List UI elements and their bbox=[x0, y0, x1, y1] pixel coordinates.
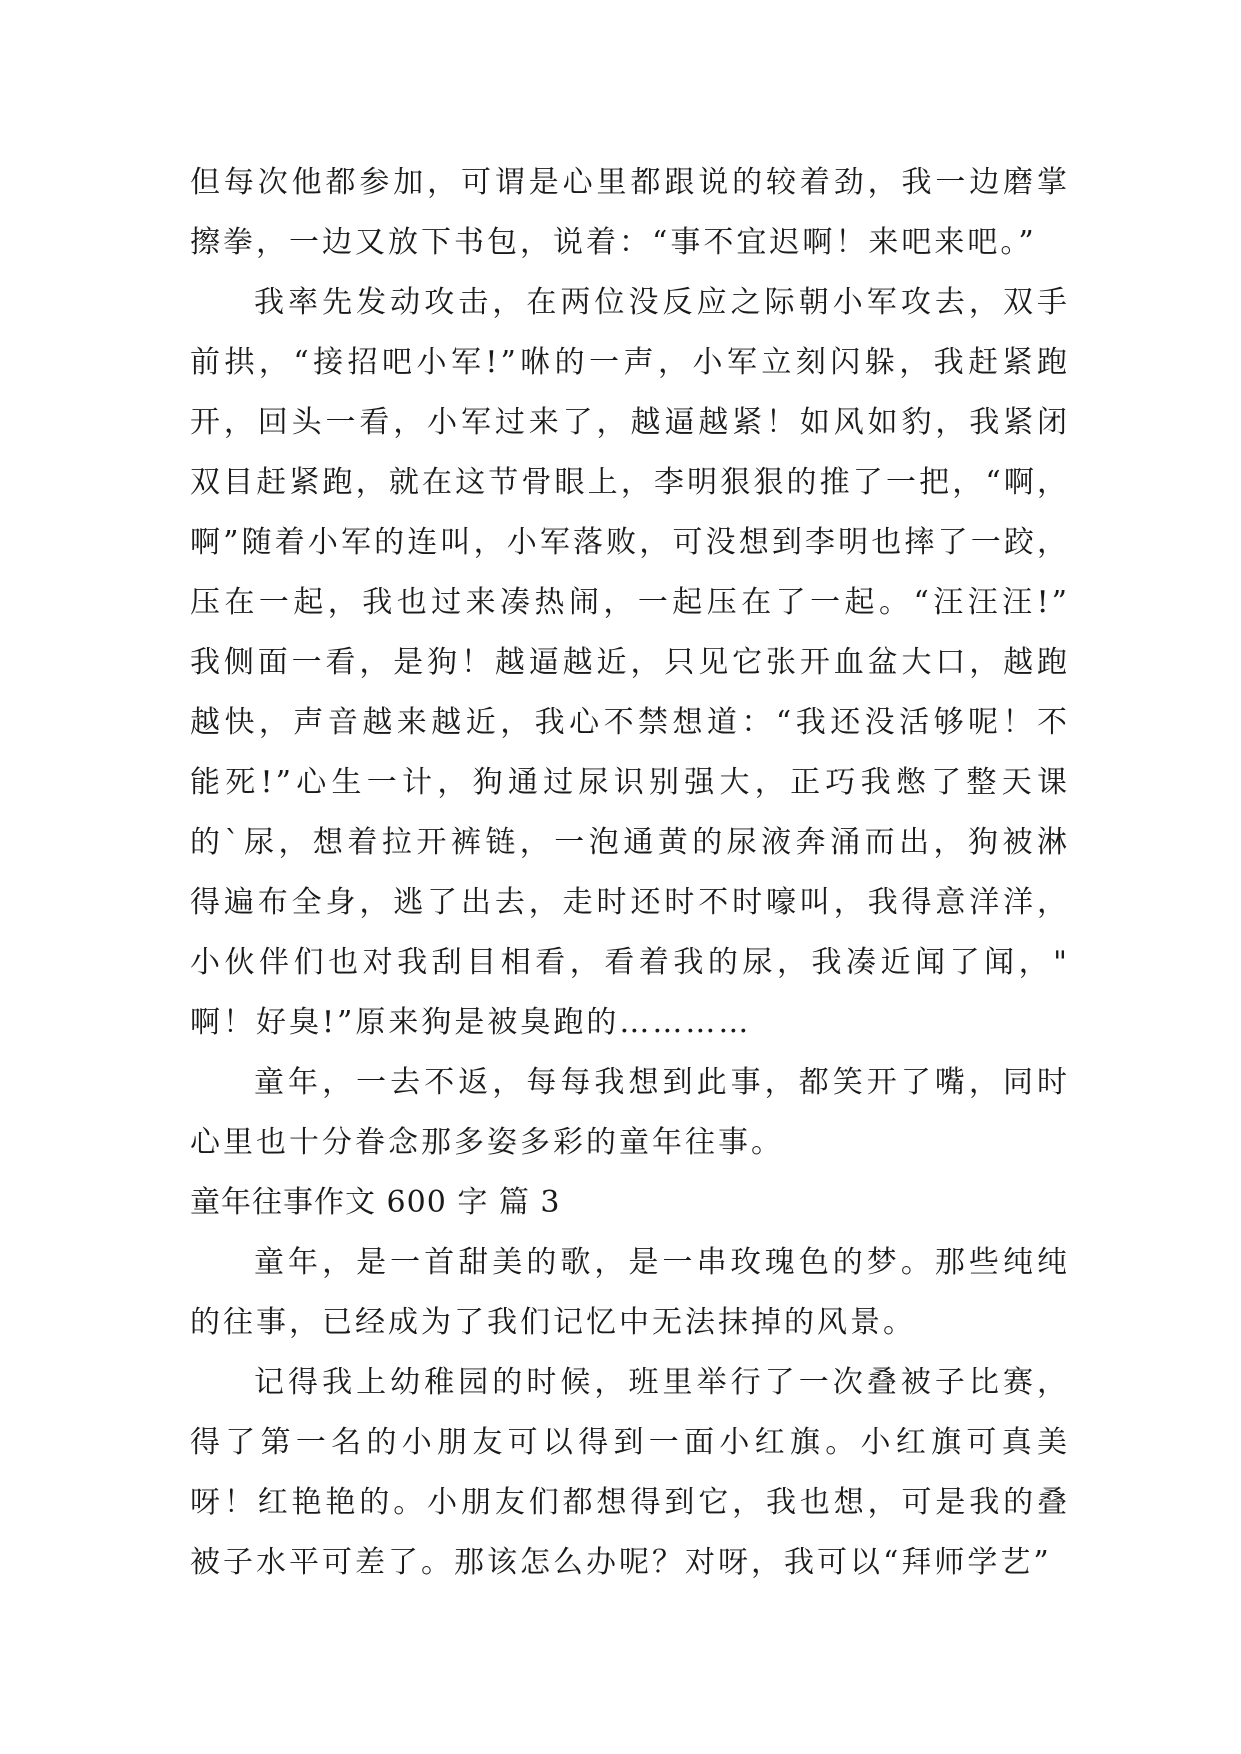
text-line: 我率先发动攻击，在两位没反应之际朝小军攻去，双手 bbox=[254, 285, 1070, 320]
paragraph bbox=[190, 273, 1070, 1053]
text-line: 小伙伴们也对我刮目相看，看着我的尿，我凑近闻了闻，" bbox=[190, 945, 1070, 980]
text-line: 越快，声音越来越近，我心不禁想道：“我还没活够呢！不 bbox=[190, 705, 1070, 740]
text-line: 记得我上幼稚园的时候，班里举行了一次叠被子比赛， bbox=[254, 1365, 1070, 1400]
text-line: 前拱，“接招吧小军!”咻的一声，小军立刻闪躲，我赶紧跑 bbox=[190, 345, 1070, 380]
paragraph bbox=[190, 153, 1070, 273]
text-line: 啊”随着小军的连叫，小军落败，可没想到李明也摔了一跤， bbox=[190, 525, 1070, 560]
text-line: 呀！红艳艳的。小朋友们都想得到它，我也想，可是我的叠 bbox=[190, 1485, 1070, 1520]
paragraph bbox=[190, 1053, 1070, 1173]
text-line: 双目赶紧跑，就在这节骨眼上，李明狠狠的推了一把，“啊， bbox=[190, 465, 1070, 500]
text-line: 童年，是一首甜美的歌，是一串玫瑰色的梦。那些纯纯 bbox=[254, 1245, 1070, 1280]
text-line: 但每次他都参加，可谓是心里都跟说的较着劲，我一边磨掌 bbox=[190, 165, 1070, 200]
paragraph bbox=[190, 1233, 1070, 1353]
text-line: 啊！好臭!”原来狗是被臭跑的………… bbox=[190, 1005, 752, 1040]
text-line: 我侧面一看，是狗！越逼越近，只见它张开血盆大口，越跑 bbox=[190, 645, 1070, 680]
text-line: 能死!”心生一计，狗通过尿识别强大，正巧我憋了整天课 bbox=[190, 765, 1070, 800]
text-line: 得了第一名的小朋友可以得到一面小红旗。小红旗可真美 bbox=[190, 1425, 1070, 1460]
text-line: 的`尿，想着拉开裤链，一泡通黄的尿液奔涌而出，狗被淋 bbox=[190, 825, 1070, 860]
text-line: 的往事，已经成为了我们记忆中无法抹掉的风景。 bbox=[190, 1305, 916, 1340]
heading-line: 童年往事作文 600 字 篇 3 bbox=[190, 1185, 561, 1220]
text-line: 得遍布全身，逃了出去，走时还时不时嚎叫，我得意洋洋， bbox=[190, 885, 1070, 920]
text-line: 心里也十分眷念那多姿多彩的童年往事。 bbox=[190, 1125, 784, 1160]
text-line: 开，回头一看，小军过来了，越逼越紧！如风如豹，我紧闭 bbox=[190, 405, 1070, 440]
text-line: 童年，一去不返，每每我想到此事，都笑开了嘴，同时 bbox=[254, 1065, 1070, 1100]
text-line: 被子水平可差了。那该怎么办呢？对呀，我可以“拜师学艺” bbox=[190, 1545, 1052, 1580]
text-line: 擦拳，一边又放下书包，说着：“事不宜迟啊！来吧来吧。” bbox=[190, 225, 1037, 260]
section-heading bbox=[190, 1173, 1070, 1233]
text-line: 压在一起，我也过来凑热闹，一起压在了一起。“汪汪汪!” bbox=[190, 585, 1070, 620]
paragraph bbox=[190, 1353, 1070, 1593]
document-body bbox=[190, 153, 1070, 1593]
